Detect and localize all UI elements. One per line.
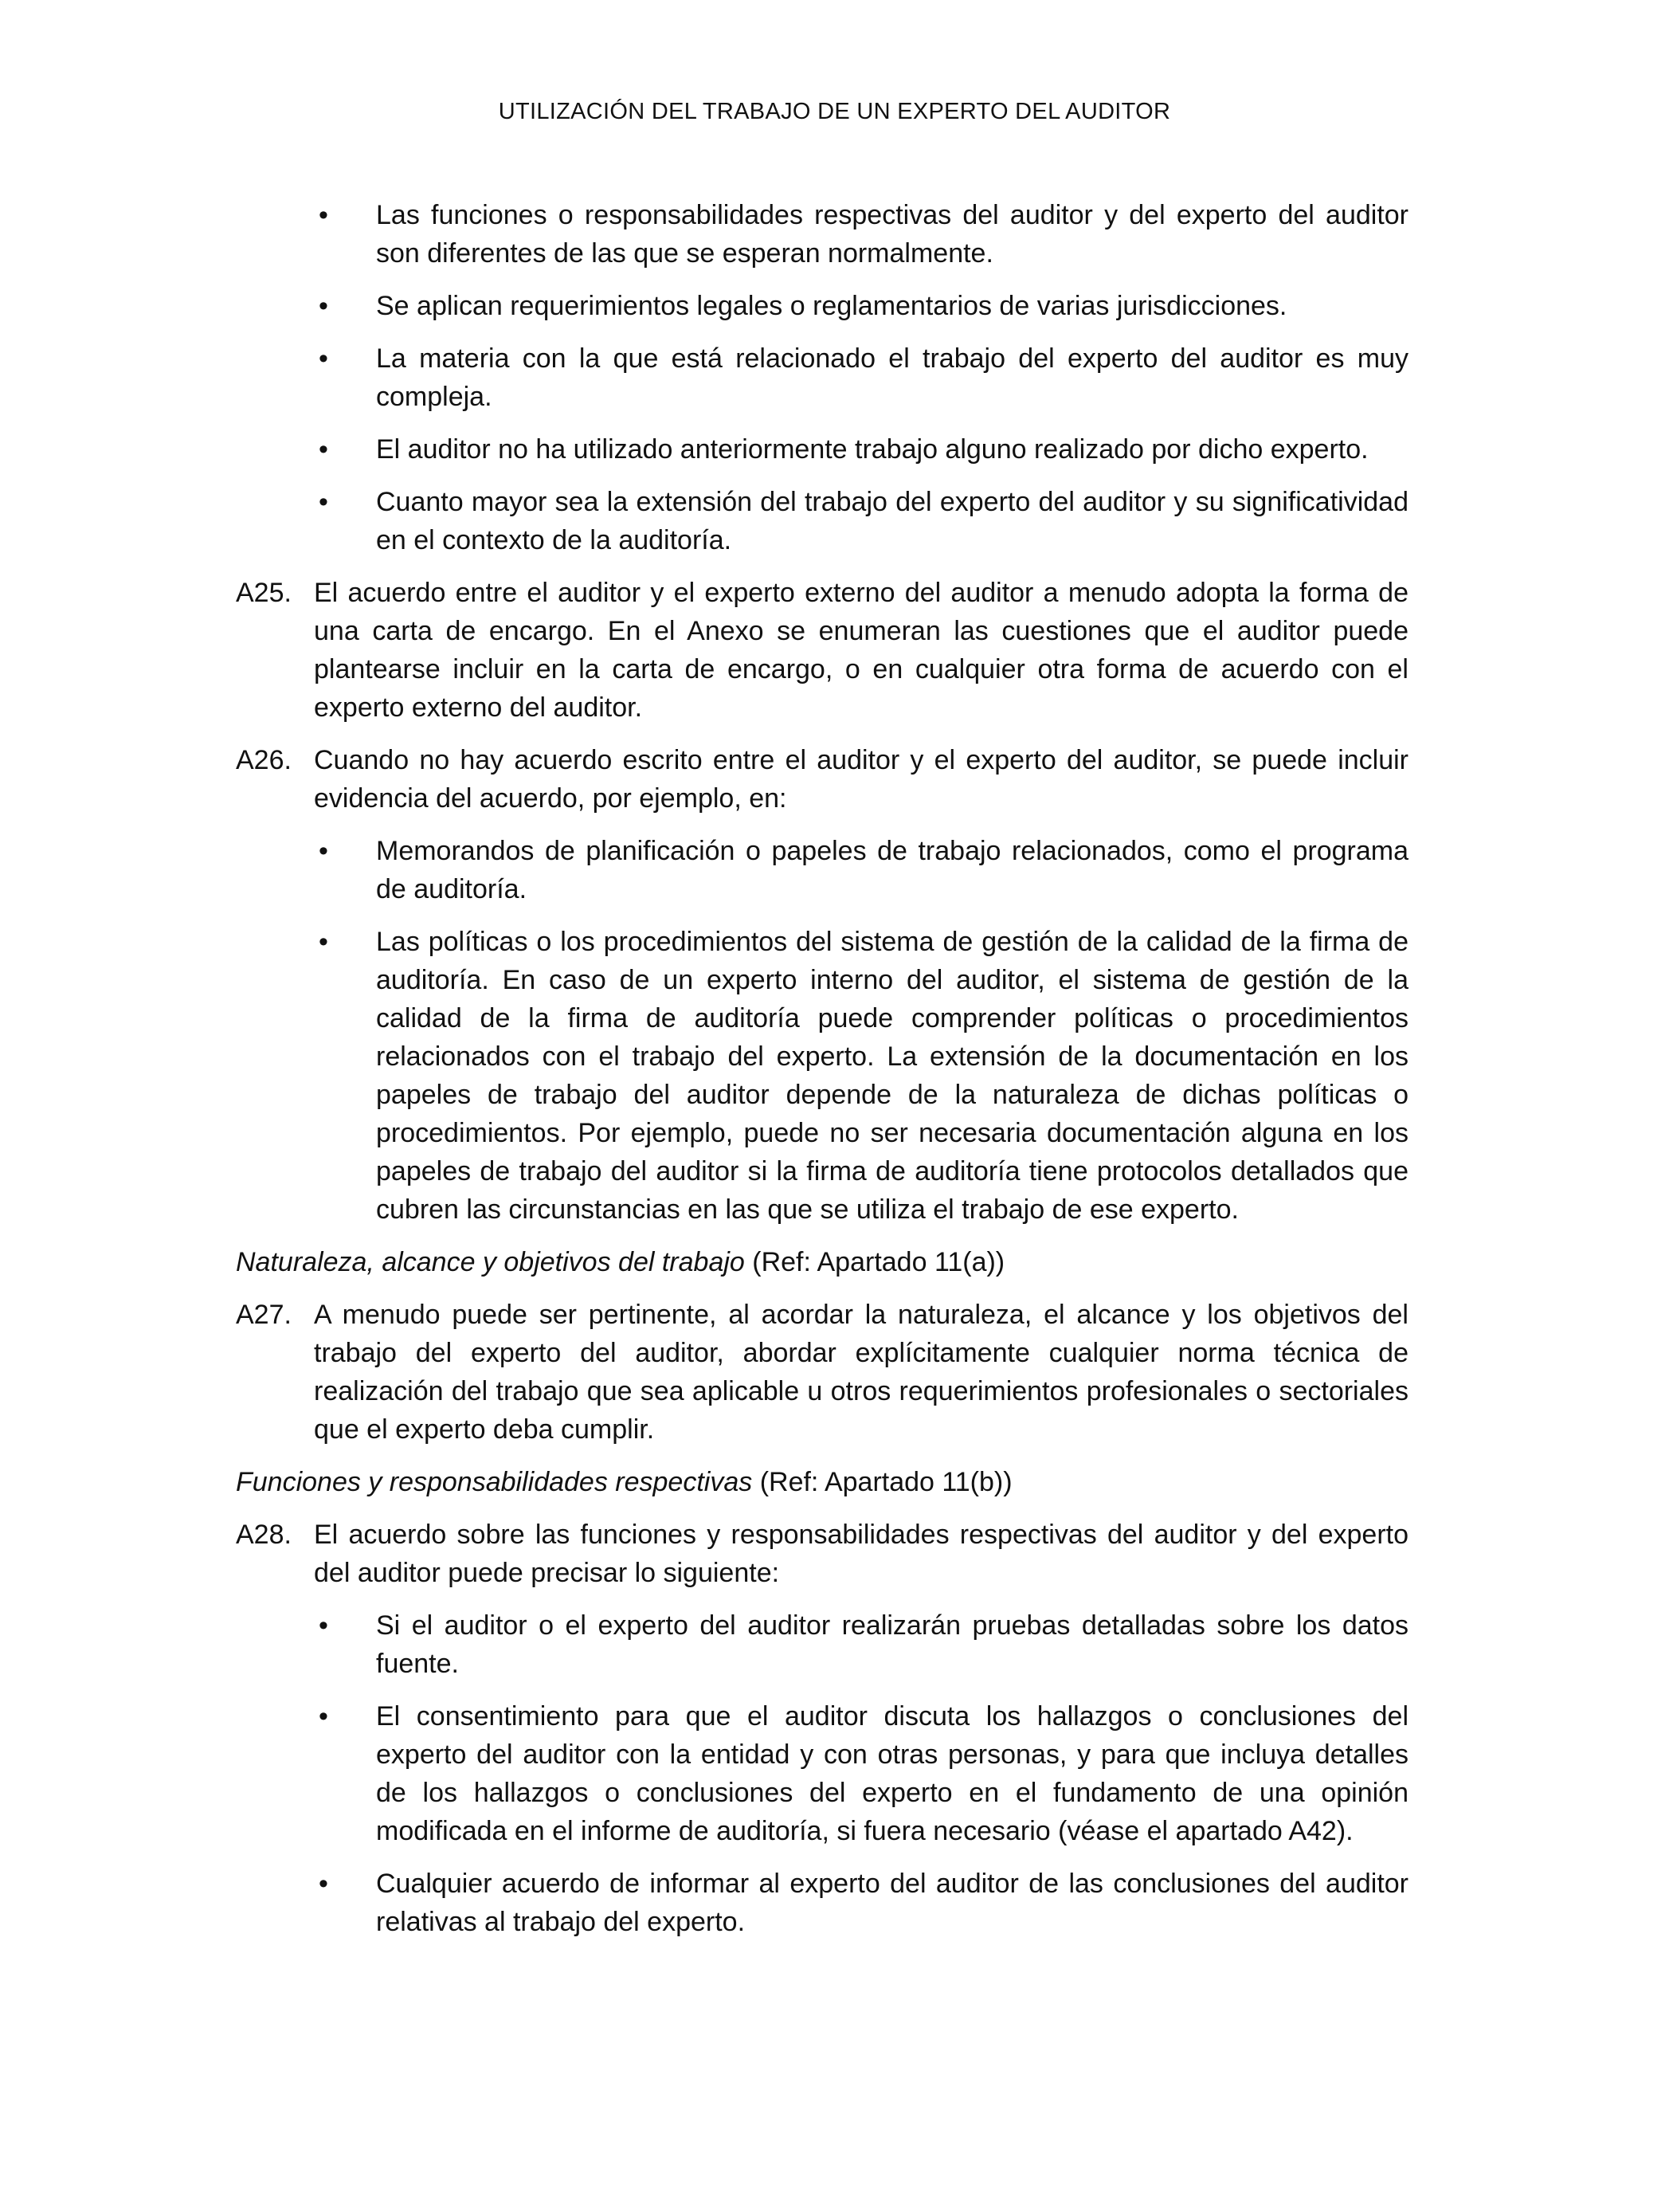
- list-item-text: Se aplican requerimientos legales o reglamentarios de varias jurisdicciones.: [376, 291, 1287, 321]
- list-item-text: El auditor no ha utilizado anteriormente trabajo alguno realizado por dicho experto.: [376, 434, 1369, 465]
- bullet-marker: •: [319, 487, 328, 517]
- paragraph-text: Cuando no hay acuerdo escrito entre el auditor y el experto del auditor, se puede incluir evidencia del acuerdo, por ejemplo, en:: [314, 745, 1408, 814]
- list-item-text: Las funciones o responsabilidades respectivas del auditor y del experto del auditor son diferentes de las que se esperan normalmente.: [376, 200, 1408, 269]
- list-item: [319, 287, 1408, 325]
- list-item-text: Si el auditor o el experto del auditor realizarán pruebas detalladas sobre los datos fuente.: [376, 1610, 1408, 1679]
- page-header: UTILIZACIÓN DEL TRABAJO DE UN EXPERTO DEL AUDITOR: [498, 99, 1171, 124]
- list-item-text: Las políticas o los procedimientos del sistema de gestión de la calidad de la firma de auditoría. En caso de un experto interno del auditor, el sistema de gestión de la calidad de la firma de auditoría puede comprender políticas o procedimientos relacionados con el trabajo del experto. La extensión de la documentación en los papeles de trabajo del auditor depende de la naturaleza de dichas políticas o procedimientos. Por ejemplo, puede no ser necesaria documentación alguna en los papeles de trabajo del auditor si la firma de auditoría tiene protocolos detallados que cubren las circunstancias en las que se utiliza el trabajo de ese experto.: [376, 927, 1408, 1225]
- bullet-marker: •: [319, 1701, 328, 1732]
- subheading-reference: (Ref: Apartado 11(a)): [744, 1247, 1005, 1277]
- list-item: [319, 483, 1408, 559]
- paragraph-a26: [236, 741, 1408, 818]
- section-subheading: [236, 1463, 1408, 1501]
- list-item: [319, 1865, 1408, 1941]
- bullet-marker: •: [319, 434, 328, 465]
- list-item: [319, 923, 1408, 1229]
- list-item: [319, 1697, 1408, 1850]
- section-subheading: [236, 1243, 1408, 1281]
- paragraph-text: A menudo puede ser pertinente, al acordar la naturaleza, el alcance y los objetivos del trabajo del experto del auditor, abordar explícitamente cualquier norma técnica de realización del trabajo que sea aplicable u otros requerimientos profesionales o sectoriales que el experto deba cumplir.: [314, 1300, 1408, 1445]
- subheading-reference: (Ref: Apartado 11(b)): [752, 1467, 1013, 1497]
- list-item: [319, 832, 1408, 908]
- list-item: [319, 1606, 1408, 1683]
- list-item-text: Cuanto mayor sea la extensión del trabajo del experto del auditor y su significatividad en el contexto de la auditoría.: [376, 487, 1408, 555]
- bullet-marker: •: [319, 1610, 328, 1641]
- paragraph-number: A28.: [236, 1520, 292, 1550]
- paragraph-a28: [236, 1516, 1408, 1592]
- paragraph-number: A25.: [236, 578, 292, 608]
- paragraph-a25: [236, 574, 1408, 727]
- bullet-marker: •: [319, 927, 328, 957]
- list-item-text: Memorandos de planificación o papeles de trabajo relacionados, como el programa de auditoría.: [376, 836, 1408, 904]
- bullet-marker: •: [319, 200, 328, 230]
- list-item: [319, 196, 1408, 273]
- list-item-text: La materia con la que está relacionado el trabajo del experto del auditor es muy compleja.: [376, 343, 1408, 412]
- paragraph-number: A27.: [236, 1300, 292, 1330]
- subheading-title: Naturaleza, alcance y objetivos del trabajo: [236, 1247, 745, 1277]
- paragraph-number: A26.: [236, 745, 292, 775]
- list-item: [319, 339, 1408, 416]
- paragraph-text: El acuerdo sobre las funciones y responsabilidades respectivas del auditor y del experto del auditor puede precisar lo siguiente:: [314, 1520, 1408, 1588]
- bullet-marker: •: [319, 343, 328, 374]
- bullet-marker: •: [319, 291, 328, 321]
- list-item-text: El consentimiento para que el auditor discuta los hallazgos o conclusiones del experto del auditor con la entidad y con otras personas, y para que incluya detalles de los hallazgos o conclusiones del experto en el fundamento de una opinión modificada en el informe de auditoría, si fuera necesario (véase el apartado A42).: [376, 1701, 1408, 1846]
- list-item: [319, 430, 1408, 469]
- paragraph-text: El acuerdo entre el auditor y el experto externo del auditor a menudo adopta la forma de una carta de encargo. En el Anexo se enumeran las cuestiones que el auditor puede plantearse incluir en la carta de encargo, o en cualquier otra forma de acuerdo con el experto externo del auditor.: [314, 578, 1408, 723]
- subheading-title: Funciones y responsabilidades respectivas: [236, 1467, 753, 1497]
- paragraph-a27: [236, 1296, 1408, 1449]
- bullet-marker: •: [319, 1869, 328, 1899]
- page-content: [236, 196, 1408, 1955]
- list-item-text: Cualquier acuerdo de informar al experto del auditor de las conclusiones del auditor relativas al trabajo del experto.: [376, 1869, 1408, 1937]
- bullet-marker: •: [319, 836, 328, 866]
